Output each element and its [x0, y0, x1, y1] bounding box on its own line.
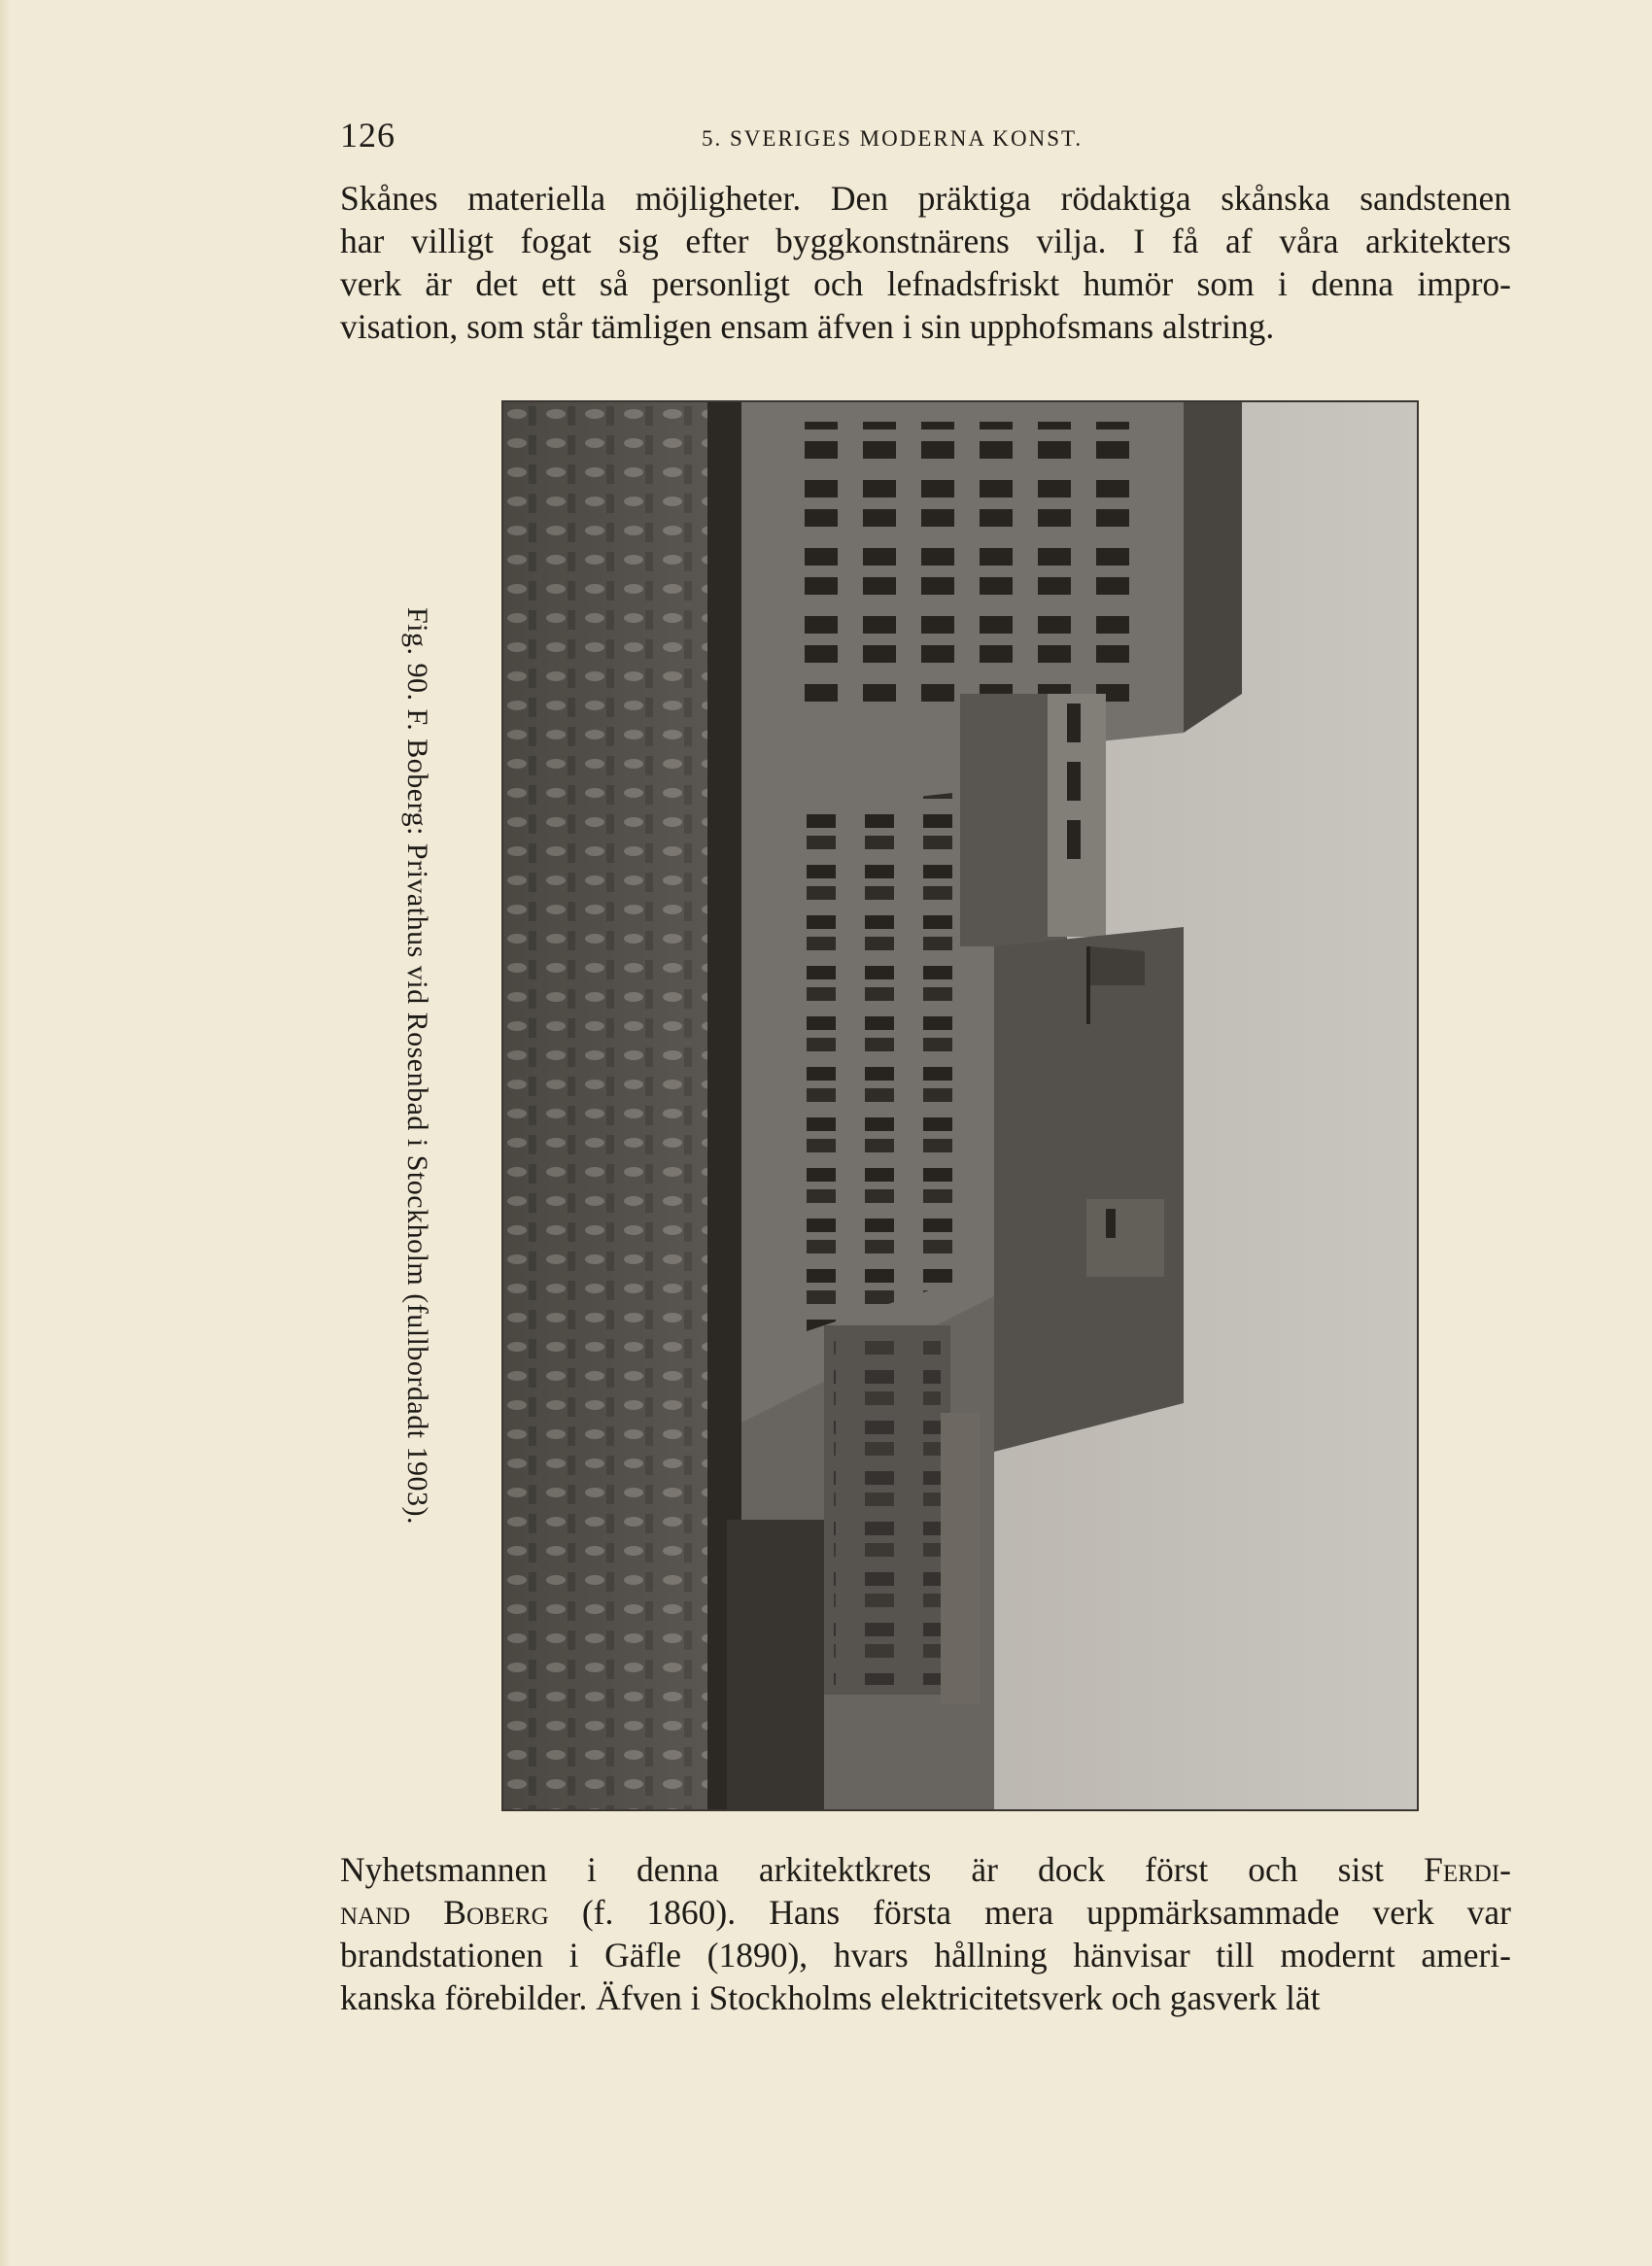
page-edge	[0, 0, 10, 2266]
name-smallcaps: Ferdi-	[1424, 1850, 1511, 1889]
text-span: Nyhetsmannen i denna arkitektkrets är dock först och sist	[340, 1850, 1385, 1889]
text-line: kanska förebilder. Äfven i Stockholms elektricitetsverk och gasverk lät	[340, 1978, 1321, 2017]
text-span: (f. 1860). Hans första mera uppmärksammade verk var	[581, 1893, 1512, 1932]
text-line: verk är det ett så personligt och lefnadsfriskt humör som i denna impro-	[340, 264, 1511, 303]
text-line	[340, 1891, 1511, 1934]
paragraph-bottom	[340, 1848, 1511, 2019]
photo-illustration	[503, 402, 1417, 1809]
paragraph-top	[340, 177, 1511, 348]
text-line: visation, som står tämligen ensam äfven i sin upphofsmans alstring.	[340, 307, 1275, 346]
text-line: har villigt fogat sig efter byggkonstnärens vilja. I få af våra arkitekters	[340, 222, 1511, 260]
text-line	[340, 1848, 1511, 1891]
name-smallcaps: nand Boberg	[340, 1893, 549, 1932]
building-photograph	[501, 400, 1419, 1811]
text-line: brandstationen i Gäfle (1890), hvars hållning hänvisar till modernt ameri-	[340, 1936, 1511, 1974]
figure-caption: Fig. 90. F. Boberg: Privathus vid Rosenbad i Stockholm (fullbordadt 1903).	[401, 607, 433, 1526]
page-header	[340, 115, 1506, 163]
running-head: 5. SVERIGES MODERNA KONST.	[702, 126, 1084, 151]
text-line: Skånes materiella möjligheter. Den präktiga rödaktiga skånska sandstenen	[340, 179, 1511, 218]
page-number: 126	[340, 116, 396, 154]
